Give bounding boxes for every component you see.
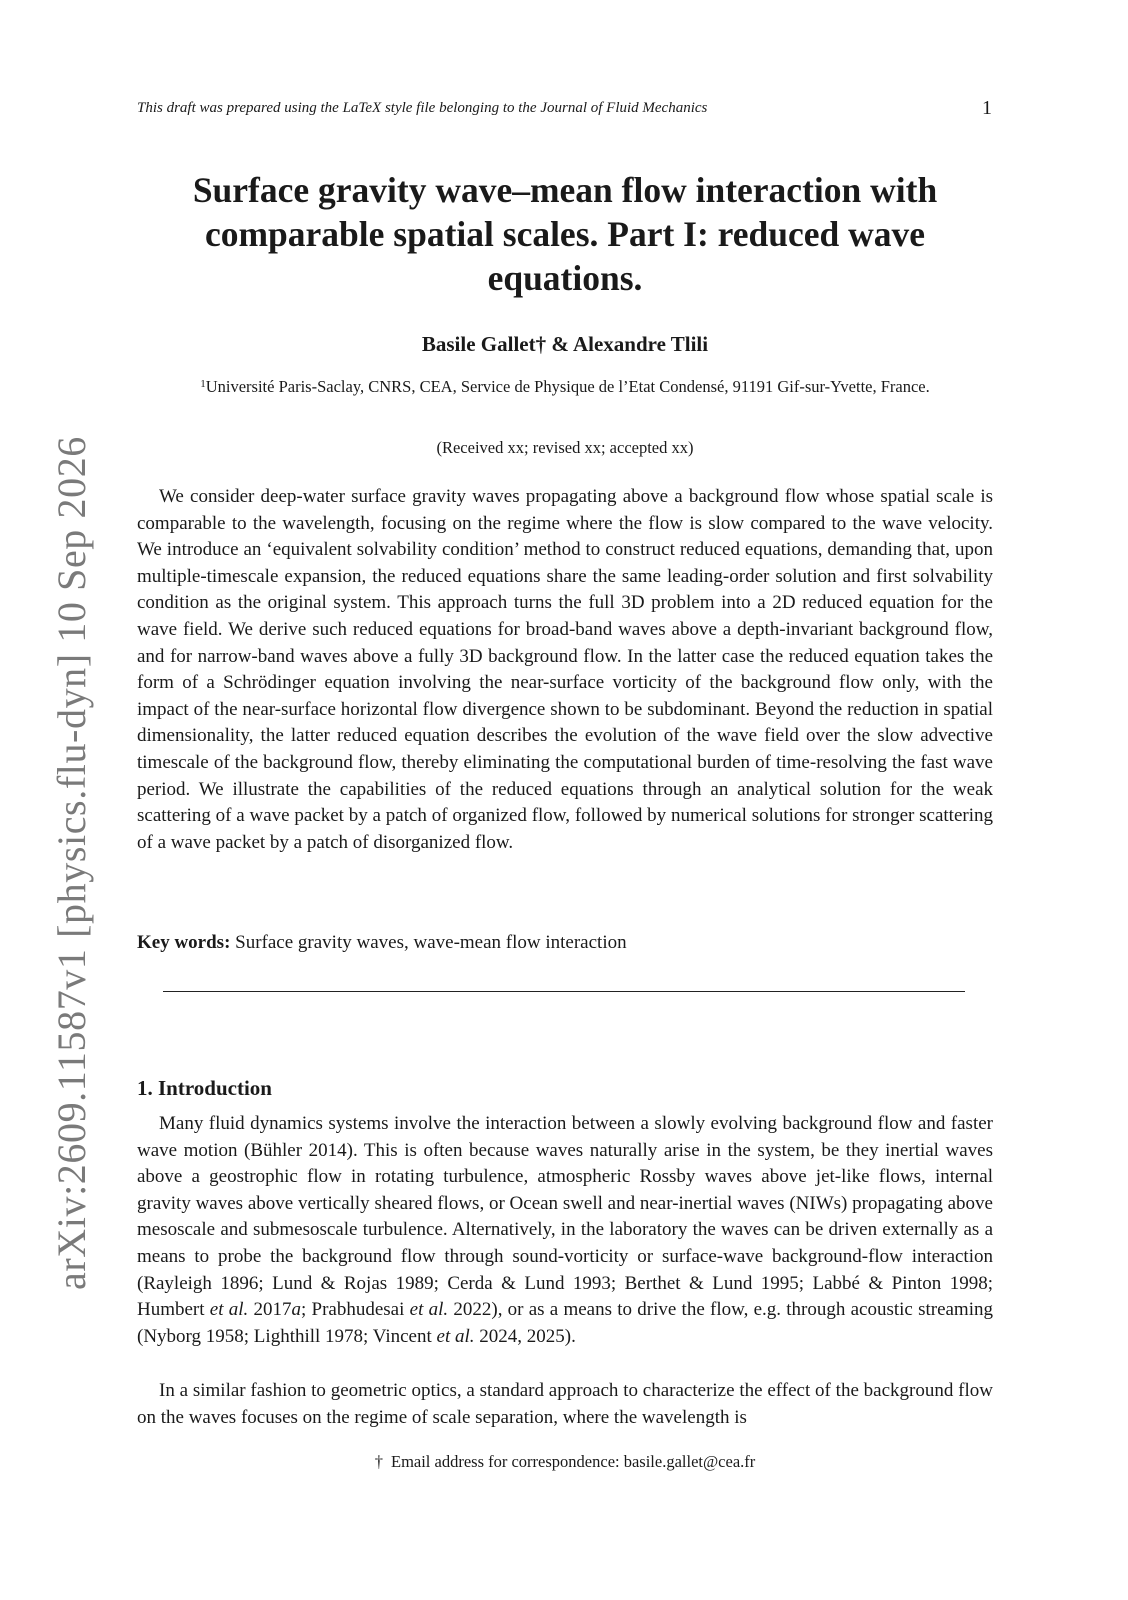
received-dates: (Received xx; revised xx; accepted xx)	[436, 438, 694, 457]
footnote	[137, 1452, 993, 1472]
section-divider	[163, 991, 965, 992]
page-number: 1	[982, 97, 992, 119]
footnote-text: Email address for correspondence: basile.gallet@cea.fr	[390, 1452, 756, 1471]
arxiv-stamp: arXiv:2609.11587v1 [physics.flu-dyn] 10 Sep 2026	[49, 436, 94, 1290]
keywords-text: Surface gravity waves, wave-mean flow interaction	[235, 932, 627, 953]
intro-p1-text-4: 2022), or as a means to drive the flow, e.g. through acoustic streaming (Nyborg 1958; Lighthill 1978; Vincent	[137, 1299, 993, 1347]
intro-paragraph-2: In a similar fashion to geometric optics, a standard approach to characterize the effect of the background flow on the waves focuses on the regime of scale separation, where the wavelength is	[137, 1380, 993, 1428]
section-heading-introduction: 1. Introduction	[137, 1076, 272, 1100]
running-head: This draft was prepared using the LaTeX style file belonging to the Journal of Fluid Mechanics	[137, 100, 708, 116]
intro-p1-text-3: ; Prabhudesai	[301, 1299, 410, 1321]
intro-p1-etal-1: et al.	[209, 1299, 249, 1321]
keywords	[137, 932, 993, 954]
paper-title: Surface gravity wave–mean flow interaction with comparable spatial scales. Part I: reduced wave equations.	[192, 170, 938, 298]
intro-p1-text-2: 2017	[248, 1299, 292, 1321]
intro-p1-text-5: 2024, 2025).	[474, 1325, 576, 1347]
abstract: We consider deep-water surface gravity waves propagating above a background flow whose spatial scale is comparable to the wavelength, focusing on the regime where the flow is slow compared to the wave velocity. We introduce an ‘equivalent solvability condition’ method to construct reduced equations, demanding that, upon multiple-timescale expansion, the reduced equations share the same leading-order solution and first solvability condition as the original system. This approach turns the full 3D problem into a 2D reduced equation for the wave field. We derive such reduced equations for broad-band waves above a depth-invariant background flow, and for narrow-band waves above a fully 3D background flow. In the latter case the reduced equation takes the form of a Schrödinger equation involving the near-surface vorticity of the background flow only, with the impact of the near-surface horizontal flow divergence shown to be subdominant. Beyond the reduction in spatial dimensionality, the latter reduced equation describes the evolution of the wave field over the slow advective timescale of the background flow, thereby eliminating the computational burden of time-resolving the fast wave period. We illustrate the capabilities of the reduced equations through an analytical solution for the weak scattering of a wave packet by a patch of organized flow, followed by numerical solutions for stronger scattering of a wave packet by a patch of disorganized flow.	[137, 486, 993, 853]
footnote-marker: †	[374, 1452, 383, 1471]
author-list: Basile Gallet† & Alexandre Tlili	[421, 332, 709, 356]
intro-p1-etal-2: et al.	[409, 1299, 449, 1321]
intro-p1-text-1: Many fluid dynamics systems involve the interaction between a slowly evolving background flow and faster wave motion (Bühler 2014). This is often because waves naturally arise in the system, be they inertial waves above a geostrophic flow in rotating turbulence, atmospheric Rossby waves above jet-like flows, internal gravity waves above vertically sheared flows, or Ocean swell and near-inertial waves (NIWs) propagating above mesoscale and submesoscale turbulence. Alternatively, in the laboratory the waves can be driven externally as a means to probe the background flow through sound-vorticity or surface-wave background-flow interaction (Rayleigh 1896; Lund & Rojas 1989; Cerda & Lund 1993; Berthet & Lund 1995; Labbé & Pinton 1998; Humbert	[137, 1113, 993, 1321]
keywords-label: Key words:	[137, 932, 231, 953]
intro-p1-year-suffix: a	[291, 1299, 302, 1321]
intro-p1-etal-3: et al.	[436, 1325, 475, 1347]
intro-paragraph-1	[137, 1111, 993, 1350]
affiliation	[137, 374, 993, 397]
affiliation-marker: 1	[200, 378, 206, 390]
affiliation-text: Université Paris-Saclay, CNRS, CEA, Service de Physique de l’Etat Condensé, 91191 Gif-sur-Yvette, France.	[205, 377, 930, 396]
